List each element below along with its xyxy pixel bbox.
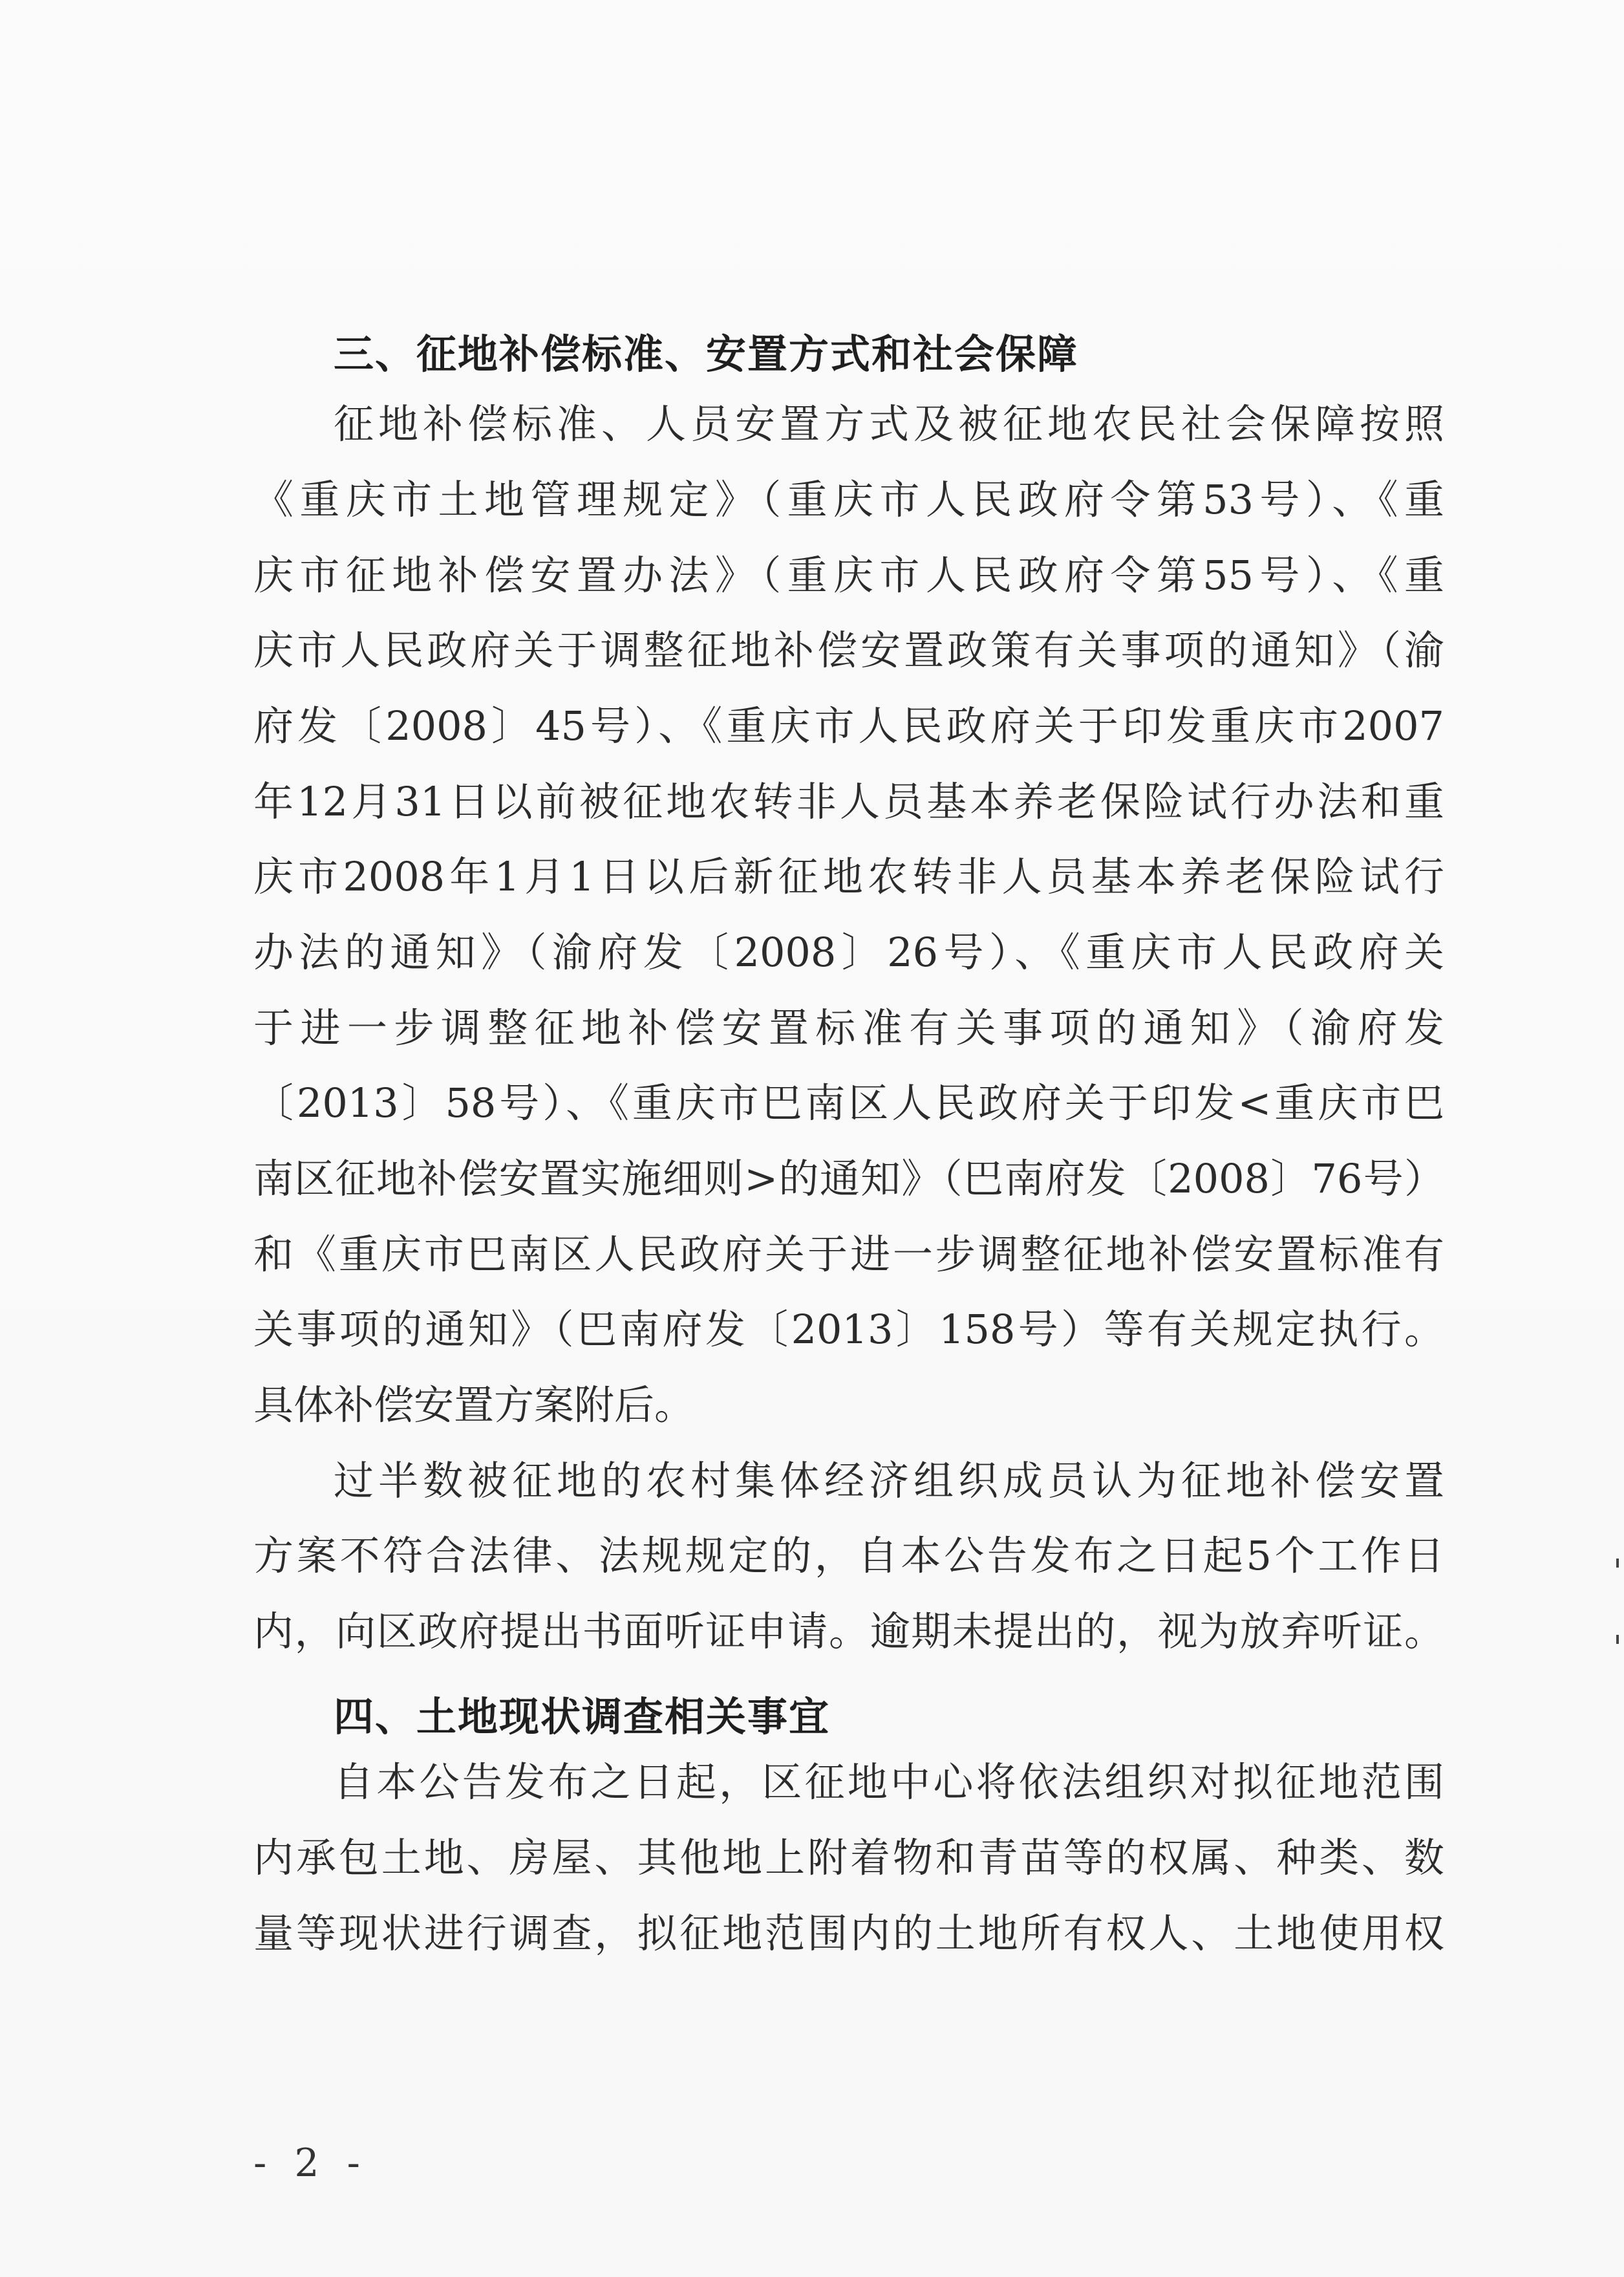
paragraph-line: 和《重庆市巴南区人民政府关于进一步调整征地补偿安置标准有	[253, 1231, 1444, 1278]
page-number: - 2 -	[253, 2141, 368, 2186]
section-3-heading: 三、征地补偿标准、安置方式和社会保障	[334, 330, 1079, 378]
paragraph-line: 征地补偿标准、人员安置方式及被征地农民社会保障按照	[334, 400, 1444, 448]
paragraph-line: 关事项的通知》（巴南府发〔2013〕158号）等有关规定执行。	[253, 1306, 1444, 1353]
section-4-heading: 四、土地现状调查相关事宜	[334, 1693, 831, 1740]
paragraph-line: 〔2013〕58号）、《重庆市巴南区人民政府关于印发<重庆市巴	[253, 1079, 1444, 1127]
paragraph-line: 府发〔2008〕45号）、《重庆市人民政府关于印发重庆市2007	[253, 702, 1444, 750]
paragraph-line: 南区征地补偿安置实施细则>的通知》（巴南府发〔2008〕76号）	[253, 1155, 1444, 1202]
paragraph-line: 内承包土地、房屋、其他地上附着物和青苗等的权属、种类、数	[253, 1834, 1444, 1881]
paragraph-line: 具体补偿安置方案附后。	[253, 1381, 695, 1429]
paragraph-line: 年12月31日以前被征地农转非人员基本养老保险试行办法和重	[253, 778, 1444, 825]
paragraph-line: 庆市人民政府关于调整征地补偿安置政策有关事项的通知》（渝	[253, 627, 1444, 674]
scan-artifact-mark	[1616, 1559, 1619, 1568]
paragraph-line: 于进一步调整征地补偿安置标准有关事项的通知》（渝府发	[253, 1004, 1444, 1052]
paragraph-line: 量等现状进行调查，拟征地范围内的土地所有权人、土地使用权	[253, 1910, 1444, 1957]
paragraph-line: 方案不符合法律、法规规定的，自本公告发布之日起5个工作日	[253, 1532, 1444, 1579]
paragraph-line: 自本公告发布之日起，区征地中心将依法组织对拟征地范围	[334, 1758, 1444, 1806]
paragraph-line: 庆市2008年1月1日以后新征地农转非人员基本养老保险试行	[253, 853, 1444, 900]
paragraph-line: 庆市征地补偿安置办法》（重庆市人民政府令第55号）、《重	[253, 552, 1444, 599]
paragraph-line: 过半数被征地的农村集体经济组织成员认为征地补偿安置	[334, 1457, 1444, 1504]
paragraph-line: 《重庆市土地管理规定》（重庆市人民政府令第53号）、《重	[253, 476, 1444, 523]
scan-artifact-mark	[1616, 1635, 1619, 1644]
paragraph-line: 办法的通知》（渝府发〔2008〕26号）、《重庆市人民政府关	[253, 929, 1444, 976]
paragraph-line: 内，向区政府提出书面听证申请。逾期未提出的，视为放弃听证。	[253, 1608, 1444, 1655]
